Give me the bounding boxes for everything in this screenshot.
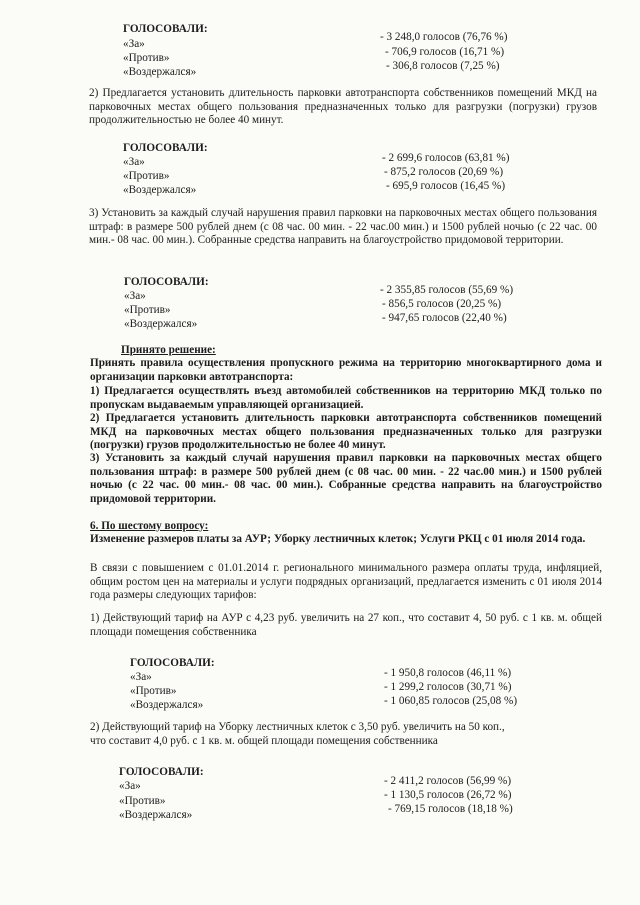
- question-6-context: В связи с повышением с 01.01.2014 г. регионального минимального размера оплаты труда, инфляцией, общим ростом цен на материалы и услуги подрядных организаций, предлагается изменить с 01 июля 2014 года размеры следующих тарифов:: [90, 562, 602, 602]
- vote-result-against: - 1 130,5 голосов (26,72 %): [384, 789, 512, 801]
- vote-result-for: - 2 411,2 голосов (56,99 %): [384, 775, 512, 787]
- vote-label-abstain: «Воздержался»: [123, 66, 197, 78]
- vote-label-for: «За»: [123, 38, 145, 50]
- vote-result-abstain: - 1 060,85 голосов (25,08 %): [384, 695, 518, 707]
- question-6-heading: 6. По шестому вопросу:: [90, 520, 209, 532]
- decision-item-3: 3) Установить за каждый случай нарушения правил парковки на парковочных местах общего пользования штраф: в размере 500 рублей днем (с 08 час. 00 мин. - 22 час.00 мин.) и 1500 рублей ночью (с 22 час. 00 мин.- 08 час. 00 мин.). Собранные средства направить на благоустройство придомовой территории.: [90, 452, 602, 505]
- tariff-proposal-2-line-1: 2) Действующий тариф на Уборку лестничных клеток с 3,50 руб. увеличить на 50 коп.,: [90, 721, 505, 733]
- vote-result-abstain: - 947,65 голосов (22,40 %): [382, 312, 507, 324]
- vote-result-for: - 2 699,6 голосов (63,81 %): [382, 152, 510, 164]
- vote-header: ГОЛОСОВАЛИ:: [123, 142, 208, 154]
- decision-item-1: 1) Предлагается осуществлять въезд автомобилей собственников на территорию МКД только по пропускам выдаваемым управляющей организацией.: [90, 385, 602, 411]
- tariff-proposal-1: 1) Действующий тариф на АУР с 4,23 руб. увеличить на 27 коп., что составит 4, 50 руб. с 1 кв. м. общей площади помещения собственника: [90, 612, 602, 638]
- vote-label-abstain: «Воздержался»: [123, 184, 197, 196]
- vote-label-against: «Против»: [119, 795, 166, 807]
- decision-item-2: 2) Предлагается установить длительность парковки автотранспорта собственников помещений МКД на парковочных местах общего пользования предназначенных только для разгрузки (погрузки) грузов продолжительностью не более 40 минут.: [90, 412, 602, 452]
- vote-header: ГОЛОСОВАЛИ:: [123, 23, 208, 35]
- vote-label-for: «За»: [123, 156, 145, 168]
- vote-label-for: «За»: [130, 671, 152, 683]
- vote-result-abstain: - 769,15 голосов (18,18 %): [388, 803, 513, 815]
- vote-label-for: «За»: [124, 290, 146, 302]
- vote-result-abstain: - 306,8 голосов (7,25 %): [386, 60, 500, 72]
- vote-result-against: - 875,2 голосов (20,69 %): [384, 166, 504, 178]
- vote-header: ГОЛОСОВАЛИ:: [119, 766, 204, 778]
- vote-result-against: - 706,9 голосов (16,71 %): [385, 46, 505, 58]
- vote-label-against: «Против»: [123, 170, 170, 182]
- vote-label-for: «За»: [119, 780, 141, 792]
- decision-intro: Принять правила осуществления пропускного режима на территорию многоквартирного дома и организации парковки автотранспорта:: [90, 357, 602, 383]
- decision-heading: Принято решение:: [121, 344, 216, 356]
- vote-label-abstain: «Воздержался»: [124, 318, 198, 330]
- vote-header: ГОЛОСОВАЛИ:: [130, 657, 215, 669]
- vote-result-abstain: - 695,9 голосов (16,45 %): [386, 180, 506, 192]
- tariff-proposal-2-line-2: что составит 4,0 руб. с 1 кв. м. общей площади помещения собственника: [90, 735, 438, 747]
- vote-result-for: - 2 355,85 голосов (55,69 %): [380, 284, 514, 296]
- vote-result-against: - 856,5 голосов (20,25 %): [382, 298, 502, 310]
- vote-label-abstain: «Воздержался»: [130, 699, 204, 711]
- vote-result-for: - 1 950,8 голосов (46,11 %): [384, 667, 512, 679]
- question-6-subject: Изменение размеров платы за АУР; Уборку лестничных клеток; Услуги РКЦ с 01 июля 2014 года.: [90, 533, 586, 545]
- proposal-paragraph-3: 3) Установить за каждый случай нарушения правил парковки на парковочных местах общего пользования штраф: в размере 500 рублей днем (с 08 час. 00 мин. - 22 час.00 мин.) и 1500 рублей ночью (с 22 час. 00 мин.- 08 час. 00 мин.). Собранные средства направить на благоустройство придомовой территории.: [89, 207, 597, 247]
- vote-label-abstain: «Воздержался»: [119, 809, 193, 821]
- proposal-paragraph-2: 2) Предлагается установить длительность парковки автотранспорта собственников помещений МКД на парковочных местах общего пользования предназначенных только для разгрузки (погрузки) грузов продолжительностью не более 40 минут.: [89, 87, 597, 127]
- vote-result-for: - 3 248,0 голосов (76,76 %): [380, 31, 508, 43]
- vote-result-against: - 1 299,2 голосов (30,71 %): [384, 681, 512, 693]
- vote-label-against: «Против»: [130, 685, 177, 697]
- vote-label-against: «Против»: [124, 304, 171, 316]
- vote-label-against: «Против»: [123, 52, 170, 64]
- vote-header: ГОЛОСОВАЛИ:: [124, 276, 209, 288]
